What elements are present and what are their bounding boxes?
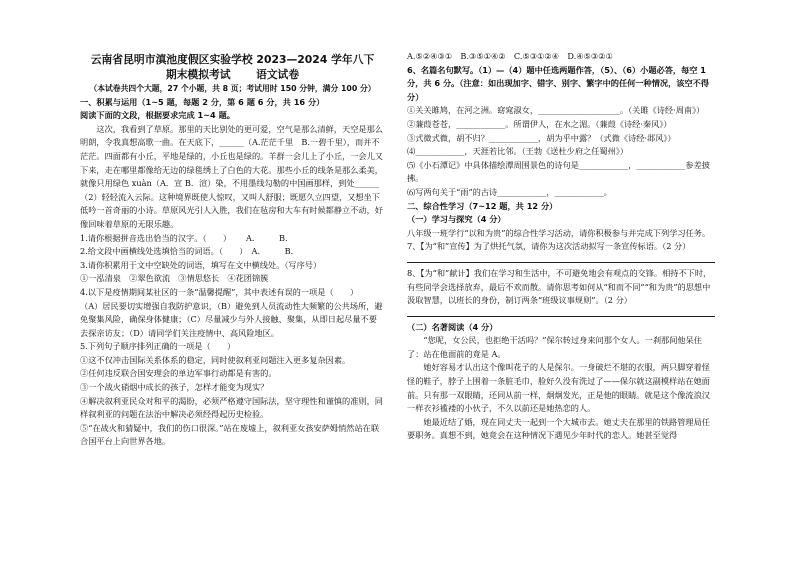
right-paragraph: ⑹写两句关于“雨”的古诗____________，____________。 <box>407 186 612 197</box>
left-paragraph: ①这不仅冲击国际关系体系的稳定，同时使叙利亚问题注入更多复杂因素。 <box>80 354 351 365</box>
right-paragraph: 8、【为“和”献计】我们在学习和生活中，不可避免地会有观点的交锋。相持不下时，有些同学会选择放弃，最后不欢而散。请你思考如何从“和而不同”“和为贵”的思想中汲取智慧，以班长的身份，制订两条“班级议事规则”。（2 分） <box>407 267 712 306</box>
exam-title-line1: 云南省昆明市滇池度假区实验学校 2023—2024 学年八下 <box>90 53 375 66</box>
exam-title-line2: 期末模拟考试 语文试卷 <box>165 68 300 81</box>
right-paragraph: ③式微式微，胡不归？____________，胡为乎中露？（式微《诗经·邶风》） <box>407 132 676 143</box>
left-paragraph: ②任何违反联合国安理会的单边军事行动都是有害的。 <box>80 368 277 379</box>
right-paragraph: ①关关雎鸠，在河之洲。窈窕淑女，____________________。（关雎《诗经·周南》） <box>407 105 705 116</box>
right-paragraph: （二）名著阅读（4 分） <box>407 321 498 332</box>
left-paragraph: 1.请你根据拼音选出恰当的汉字。（ ） A. B. <box>80 232 288 243</box>
left-paragraph: 4.以下是疫情期间某社区的一条“温馨提醒”，其中表述有误的一项是（ ） <box>80 286 359 297</box>
left-column <box>80 52 385 449</box>
left-paragraph: 3.请你积累用于文中空缺处的词语，填写在文中横线处。（写序号） <box>80 259 322 270</box>
answer-line <box>407 254 715 263</box>
right-paragraph: 二、综合性学习（7~12 题，共 12 分） <box>407 200 558 211</box>
answer-line <box>407 308 715 317</box>
right-paragraph: 她最近结了婚，现在同丈夫一起到一个大城市去。她丈夫在那里的铁路管理局任要职务。真想不到，她竟会在这种情况下遇见少年时代的恋人。她甚至觉得 <box>407 416 710 441</box>
right-paragraph: 7、【为“和”宣传】为了烘托气氛，请你为这次活动拟写一条宣传标语。（2 分） <box>407 241 691 252</box>
left-paragraph: ⑤“在战火和猜疑中，我们的伤口很深。”站在废墟上，叙利亚女孩安萨姆悄然站在联合国平台上向世界各地。 <box>80 422 380 447</box>
right-paragraph: ⑷____________，天涯若比邻。（王勃《送杜少府之任蜀州》） <box>407 146 629 157</box>
left-body <box>80 96 385 449</box>
left-paragraph: 阅读下面的文段，根据要求完成 1~4 题。 <box>80 110 235 121</box>
left-paragraph: ①一泓清泉 ②翠色欲流 ③情思悠长 ④花团锦簇 <box>80 273 269 284</box>
right-paragraph: 6、名篇名句默写。（1）—（4）题中任选两题作答，（5）、（6）小题必答，每空 1 分，共 6 分。（注意：如出现加字、错字、别字、繁字中的任何一种情况，该空不得分） <box>407 64 710 102</box>
right-paragraph: A.⑤②④③① B.③⑤①④② C.⑤③①②④ D.④⑤③②① <box>407 51 613 61</box>
right-paragraph: “您呢，女公民，也拒绝干活吗？”保尔转过身来问那个女人。一刹那间他呆住了：站在他面前的竟是 A。 <box>407 335 702 359</box>
left-paragraph: ④解决叙利亚民众对和平的渴盼，必须严格遵守国际法，坚守理性和谨慎的准则，同样叙利亚的问题在法治中解决必须经得起历史检验。 <box>80 395 383 420</box>
right-paragraph: 她好容易才认出这个像叫花子的人是保尔。一身破烂不堪的衣服，两只脚穿着怪怪的鞋子，脖子上围着一条脏毛巾，脸好久没有洗过了——保尔就这副模样站在她面前。只有那一双眼睛，还同从前一样，炯炯发光，正是他的眼睛。就是这个像流浪汉一样衣衫褴褛的小伙子，不久以前还是她热恋的人。 <box>407 362 710 414</box>
left-paragraph: （A）居民要切实增强自我防护意识，（B）避免到人员流动性大频繁的公共场所，避免聚集风险，确保身体健康；（C）尽量减少与外人接触、聚集，从即日起尽量不要去探亲访友；（D）请同学们关注疫情中、高风险地区。 <box>80 300 383 338</box>
left-paragraph: 一、积累与运用（1~5 题，每题 2 分，第 6 题 6 分，共 16 分） <box>80 96 325 107</box>
left-paragraph: ③一个战火硝烟中成长的孩子，怎样才能变为现实？ <box>80 382 269 393</box>
right-paragraph: 八年级一班学行“以和为贵”的综合性学习活动，请你积极参与并完成下列学习任务。 <box>407 227 711 238</box>
exam-info: （本试卷共四个大题，27 个小题，共 8 页；考试用时 150 分钟，满分 100 分） <box>89 84 376 93</box>
left-paragraph: 这次，我看到了草原。那里的天比别处的更可爱，空气是那么清鲜，天空是那么明朗，令我真想高歌一曲。在天底下，______（A.茫茫千里 B.一碧千里），而并不茫茫。四面都有小丘，平地是绿的，小丘也是绿的。羊群一会儿上了小丘，一会儿又下来，走在哪里都像给无边的绿毯绣上了白色的大花。那些小丘的线条是那么柔美，就像只用绿色 xuàn（A．宣 B．渲）染，不用墨线勾勒的中国画那样，到处______（2）轻轻流入云际。这种境界既使人惊叹，又叫人舒服；既愿久立四望，又想坐下低吟一首奇丽的小诗。草原风光引人入胜，我们在毡房和大车有时候都静立不动，好像回味着草原的无限乐趣。 <box>80 123 383 229</box>
right-body <box>407 50 715 443</box>
right-column <box>407 50 715 443</box>
right-paragraph: ②蒹葭苍苍，____________。所谓伊人，在水之湄。（蒹葭《诗经·秦风》） <box>407 118 672 129</box>
left-paragraph: 5.下列句子顺序排列正确的一项是（ ） <box>80 341 236 352</box>
right-paragraph: （一）学习与探究（4 分） <box>407 214 506 225</box>
right-paragraph: ⑸《小石潭记》中具体描绘潭周围景色的诗句是____________，____________参差披拂。 <box>407 159 710 184</box>
left-paragraph: 2.给文段中画横线处选填恰当的词语。（ ） A. B. <box>80 246 294 257</box>
